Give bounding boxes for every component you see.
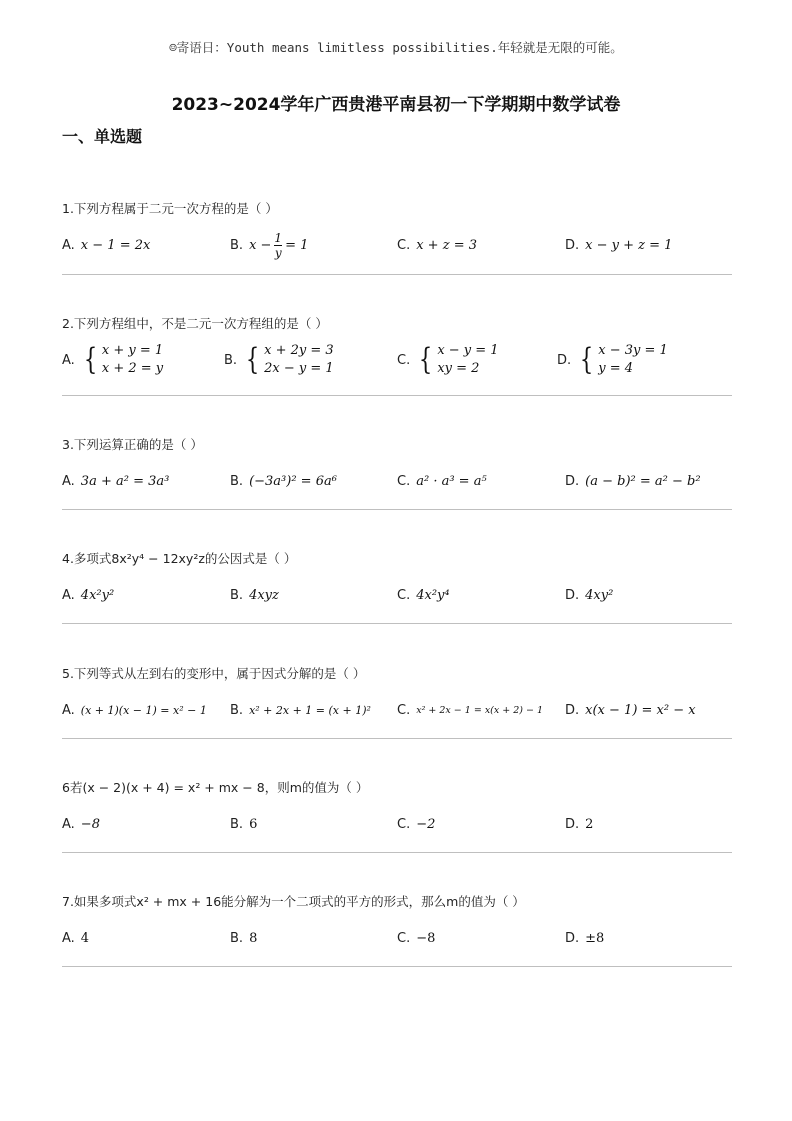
option-letter: B. [230, 473, 244, 489]
question-4 [62, 549, 732, 615]
option-c[interactable] [397, 225, 477, 265]
option-a[interactable] [62, 575, 114, 615]
option-d[interactable] [565, 690, 696, 730]
option-math-pre: x − [249, 237, 272, 253]
page-motto: ☺寄语日：Youth means limitless possibilities.年轻就是无限的可能。 [169, 40, 623, 55]
option-math: x − y + z = 1 [585, 237, 673, 253]
options-row [62, 225, 732, 265]
option-letter: A. [62, 237, 75, 253]
option-letter: C. [397, 816, 411, 832]
option-math: x² + 2x + 1 = (x + 1)² [249, 703, 371, 717]
option-math: 4x²y² [80, 587, 115, 603]
equation-line: 2x − y = 1 [264, 361, 334, 376]
page-title: 2023~2024学年广西贵港平南县初一下学期期中数学试卷 [171, 95, 621, 115]
brace-icon: { [83, 342, 98, 377]
options-row [62, 461, 732, 501]
brace-icon: { [245, 342, 260, 377]
option-b[interactable] [230, 461, 337, 501]
option-a[interactable] [62, 340, 163, 380]
equation-system [577, 342, 668, 378]
question-5 [62, 664, 732, 730]
option-a[interactable] [62, 461, 169, 501]
option-math: x − 1 = 2x [80, 237, 151, 253]
option-letter: D. [565, 473, 580, 489]
options-row [62, 340, 732, 380]
question-stem: 4.多项式8x²y⁴ − 12xy²z的公因式是（ ） [62, 551, 297, 566]
divider [62, 623, 732, 624]
option-d[interactable] [565, 461, 701, 501]
option-math: −2 [416, 816, 436, 832]
divider [62, 274, 732, 275]
options-row [62, 690, 732, 730]
option-c[interactable] [397, 804, 435, 844]
option-b[interactable] [230, 225, 308, 265]
equation-line: x + 2y = 3 [264, 343, 334, 358]
option-math: a² · a³ = a⁵ [416, 473, 487, 489]
option-c[interactable] [397, 690, 543, 730]
option-letter: A. [62, 702, 75, 718]
equation-system [243, 342, 334, 378]
option-math: 4 [80, 930, 90, 946]
option-c[interactable] [397, 575, 450, 615]
option-math: 8 [249, 930, 258, 946]
option-math: −8 [80, 816, 100, 832]
question-7 [62, 892, 732, 958]
equation-system [416, 342, 498, 378]
option-math: 2 [585, 816, 594, 832]
option-math: 4x²y⁴ [416, 587, 450, 603]
option-math: (−3a³)² = 6a⁶ [249, 473, 337, 489]
fraction [274, 231, 282, 260]
fraction-numerator: 1 [274, 230, 283, 245]
divider [62, 966, 732, 967]
option-a[interactable] [62, 690, 207, 730]
divider [62, 738, 732, 739]
option-letter: B. [224, 352, 238, 368]
option-letter: D. [565, 237, 580, 253]
option-d[interactable] [557, 340, 668, 380]
equation-line: xy = 2 [437, 361, 480, 376]
option-a[interactable] [62, 225, 150, 265]
option-letter: D. [565, 587, 580, 603]
option-letter: B. [230, 587, 244, 603]
option-letter: D. [565, 702, 580, 718]
option-letter: C. [397, 237, 411, 253]
option-math: 4xyz [249, 587, 279, 603]
option-letter: A. [62, 473, 75, 489]
option-d[interactable] [565, 575, 613, 615]
option-math: x² + 2x − 1 = x(x + 2) − 1 [416, 704, 544, 716]
option-math: (a − b)² = a² − b² [585, 473, 701, 489]
option-letter: C. [397, 473, 411, 489]
option-b[interactable] [230, 575, 279, 615]
option-letter: C. [397, 587, 411, 603]
question-1 [62, 199, 732, 265]
question-stem: 7.如果多项式x² + mx + 16能分解为一个二项式的平方的形式，那么m的值为（ ） [62, 894, 525, 909]
option-letter: B. [230, 702, 244, 718]
option-b[interactable] [224, 340, 334, 380]
option-letter: C. [397, 352, 411, 368]
option-b[interactable] [230, 804, 257, 844]
equation-system [81, 342, 163, 378]
option-d[interactable] [565, 918, 604, 958]
divider [62, 509, 732, 510]
option-math: ±8 [585, 930, 605, 946]
option-a[interactable] [62, 804, 100, 844]
option-letter: D. [565, 930, 580, 946]
options-row [62, 575, 732, 615]
option-math: −8 [416, 930, 436, 946]
option-letter: C. [397, 930, 411, 946]
option-letter: A. [62, 587, 75, 603]
option-letter: D. [557, 352, 572, 368]
equation-line: x + 2 = y [101, 361, 164, 376]
equation-line: x − 3y = 1 [598, 343, 668, 358]
option-letter: A. [62, 930, 75, 946]
options-row [62, 804, 732, 844]
fraction-denominator: y [274, 245, 282, 260]
option-c[interactable] [397, 340, 499, 380]
option-a[interactable] [62, 918, 89, 958]
question-stem: 3.下列运算正确的是（ ） [62, 437, 203, 452]
equation-line: y = 4 [598, 361, 634, 376]
option-math: 4xy² [585, 587, 614, 603]
option-letter: B. [230, 930, 244, 946]
option-d[interactable] [565, 225, 672, 265]
question-stem: 1.下列方程属于二元一次方程的是（ ） [62, 201, 278, 216]
question-stem: 2.下列方程组中，不是二元一次方程组的是（ ） [62, 316, 328, 331]
option-letter: C. [397, 702, 411, 718]
question-stem: 6若(x − 2)(x + 4) = x² + mx − 8，则m的值为（ ） [62, 780, 369, 795]
option-math: x(x − 1) = x² − x [585, 702, 696, 718]
brace-icon: { [580, 342, 594, 377]
option-c[interactable] [397, 918, 435, 958]
option-b[interactable] [230, 918, 257, 958]
brace-icon: { [419, 342, 433, 377]
option-d[interactable] [565, 804, 593, 844]
question-6 [62, 778, 732, 844]
option-math-post: = 1 [285, 237, 309, 253]
option-letter: D. [565, 816, 580, 832]
option-letter: A. [62, 816, 75, 832]
equation-line: x + y = 1 [101, 343, 164, 358]
section-heading: 一、单选题 [62, 127, 143, 146]
equation-line: x − y = 1 [437, 343, 499, 358]
divider [62, 852, 732, 853]
option-letter: B. [230, 237, 244, 253]
question-3 [62, 435, 732, 501]
option-letter: B. [230, 816, 244, 832]
question-stem: 5.下列等式从左到右的变形中，属于因式分解的是（ ） [62, 666, 366, 681]
option-math: x + z = 3 [416, 237, 477, 253]
option-c[interactable] [397, 461, 487, 501]
option-b[interactable] [230, 690, 371, 730]
option-math: 6 [249, 816, 258, 832]
options-row [62, 918, 732, 958]
question-2 [62, 314, 732, 380]
option-math: 3a + a² = 3a³ [80, 473, 170, 489]
option-math: (x + 1)(x − 1) = x² − 1 [80, 703, 207, 717]
option-letter: A. [62, 352, 75, 368]
divider [62, 395, 732, 396]
